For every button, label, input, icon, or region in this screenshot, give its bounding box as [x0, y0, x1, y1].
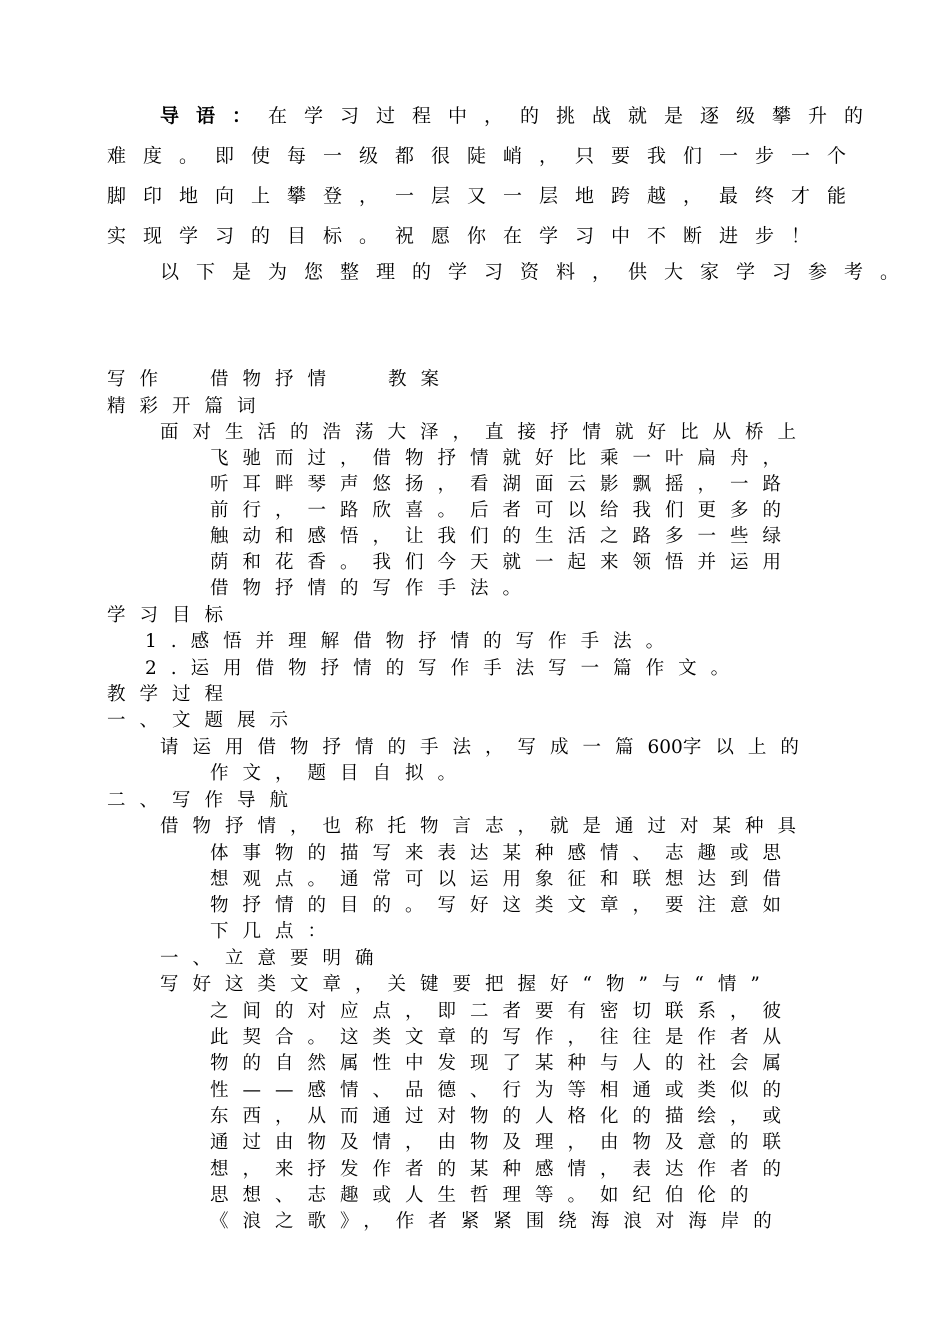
subsection-heading: 一、立意要明确 — [160, 948, 388, 969]
process-part1-line-1 — [160, 739, 813, 758]
intro-line-4: 实现学习的目标。祝愿你在学习中不断进步！ — [107, 225, 828, 247]
process-part1-text-a: 请运用借物抒情的手法，写成一篇 — [160, 737, 648, 758]
subsection-line-10: 《浪之歌》，作者紧紧围绕海浪对海岸的 — [210, 1211, 786, 1232]
subsection-line-7: 通过由物及情，由物及理，由物及意的联 — [210, 1132, 796, 1153]
intro-line-1 — [160, 107, 880, 126]
opening-line-6: 荫和花香。我们今天就一起来领悟并运用 — [210, 552, 796, 573]
opening-line-7: 借物抒情的写作手法。 — [210, 578, 536, 599]
subsection-line-3: 此契合。这类文章的写作，往往是作者从 — [210, 1027, 796, 1048]
section-heading-process: 教学过程 — [107, 684, 238, 705]
goal-item-1: 1.感悟并理解借物抒情的写作手法。 — [145, 631, 679, 652]
intro-line-2: 难度。即使每一级都很陡峭，只要我们一步一个 — [107, 145, 864, 167]
document-title — [107, 371, 453, 390]
intro-label: 导语： — [160, 105, 269, 127]
process-part2-line-1: 借物抒情，也称托物言志，就是通过对某种具 — [160, 816, 811, 837]
goal-item-2: 2.运用借物抒情的写作手法写一篇作文。 — [145, 658, 744, 679]
title-part-3: 教案 — [388, 369, 454, 390]
process-part2-line-4: 物抒情的目的。写好这类文章，要注意如 — [210, 895, 796, 916]
opening-line-2: 飞驰而过，借物抒情就好比乘一叶扁舟， — [210, 448, 796, 469]
process-part2-line-5: 下几点： — [210, 921, 341, 942]
subsection-line-8: 想，来抒发作者的某种感情，表达作者的 — [210, 1159, 796, 1180]
subsection-line-4: 物的自然属性中发现了某种与人的社会属 — [210, 1053, 796, 1074]
opening-line-5: 触动和感悟，让我们的生活之路多一些绿 — [210, 526, 796, 547]
subsection-line-2: 之间的对应点，即二者要有密切联系，彼 — [210, 1001, 796, 1022]
opening-line-3: 听耳畔琴声悠扬，看湖面云影飘摇，一路 — [210, 474, 796, 495]
subsection-line-9: 思想、志趣或人生哲理等。如纪伯伦的 — [210, 1185, 763, 1206]
process-part1-text-b: 字以上的 — [682, 737, 813, 758]
process-part2-line-3: 想观点。通常可以运用象征和联想达到借 — [210, 869, 796, 890]
process-part1-heading: 一、文题展示 — [107, 710, 303, 731]
subsection-line-6: 东西，从而通过对物的人格化的描绘，或 — [210, 1106, 796, 1127]
intro-text: 在学习过程中，的挑战就是逐级攀升的 — [268, 105, 881, 127]
title-part-2: 借物抒情 — [210, 369, 341, 390]
subsection-line-5: 性——感情、品德、行为等相通或类似的 — [210, 1080, 796, 1101]
intro-line-3: 脚印地向上攀登，一层又一层地跨越，最终才能 — [107, 185, 864, 207]
subsection-line-1: 写好这类文章，关键要把握好“物”与“情” — [160, 974, 774, 995]
opening-line-1: 面对生活的浩荡大泽，直接抒情就好比从桥上 — [160, 422, 811, 443]
title-part-1: 写作 — [107, 369, 173, 390]
process-part2-heading: 二、写作导航 — [107, 790, 303, 811]
process-part1-line-2: 作文，题目自拟。 — [210, 763, 471, 784]
process-part2-line-2: 体事物的描写来表达某种感情、志趣或思 — [210, 843, 796, 864]
word-count: 600 — [647, 737, 683, 758]
section-heading-goals: 学习目标 — [107, 605, 238, 626]
opening-line-4: 前行，一路欣喜。后者可以给我们更多的 — [210, 500, 796, 521]
section-heading-opening: 精彩开篇词 — [107, 396, 270, 417]
intro-line-5: 以下是为您整理的学习资料，供大家学习参考。 — [160, 261, 917, 283]
